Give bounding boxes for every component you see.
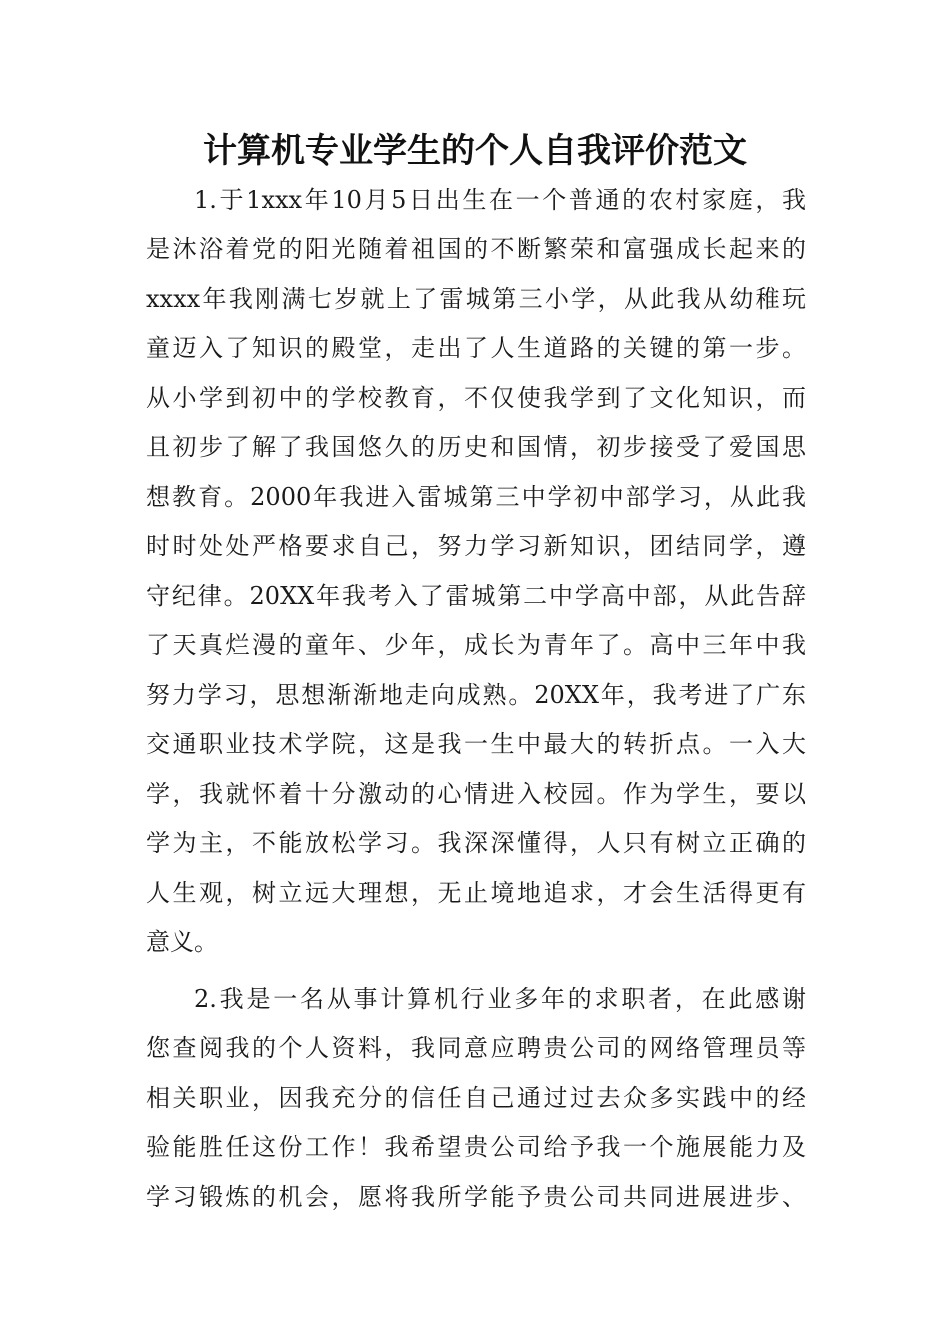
paragraph-2-line-5: 学习锻炼的机会，愿将我所学能予贵公司共同进展进步、: [146, 1183, 806, 1211]
paragraph-2-line-1: 2.我是一名从事计算机行业多年的求职者，在此感谢: [194, 985, 806, 1013]
paragraph-2-line-3: 相关职业，因我充分的信任自己通过过去众多实践中的经: [146, 1084, 806, 1112]
paragraph-1-line-12: 交通职业技术学院，这是我一生中最大的转折点。一入大: [146, 730, 806, 758]
paragraph-2-line-4: 验能胜任这份工作！我希望贵公司给予我一个施展能力及: [146, 1133, 806, 1161]
paragraph-1-line-11: 努力学习，思想渐渐地走向成熟。20XX年，我考进了广东: [146, 681, 806, 709]
paragraph-1-line-8: 时时处处严格要求自己，努力学习新知识，团结同学，遵: [146, 532, 806, 560]
paragraph-1-line-9: 守纪律。20XX年我考入了雷城第二中学高中部，从此告辞: [146, 582, 806, 610]
paragraph-1-line-14: 学为主，不能放松学习。我深深懂得，人只有树立正确的: [146, 829, 806, 857]
paragraph-2-line-2: 您查阅我的个人资料，我同意应聘贵公司的网络管理员等: [146, 1034, 806, 1062]
paragraph-1-line-3: xxxx年我刚满七岁就上了雷城第三小学，从此我从幼稚玩: [146, 285, 806, 313]
paragraph-1-line-2: 是沐浴着党的阳光随着祖国的不断繁荣和富强成长起来的: [146, 235, 806, 263]
paragraph-1-line-5: 从小学到初中的学校教育，不仅使我学到了文化知识，而: [146, 384, 806, 412]
paragraph-1-line-7: 想教育。2000年我进入雷城第三中学初中部学习，从此我: [146, 483, 806, 511]
paragraph-1-line-15: 人生观，树立远大理想，无止境地追求，才会生活得更有: [146, 879, 806, 907]
paragraph-1-line-13: 学，我就怀着十分激动的心情进入校园。作为学生，要以: [146, 780, 806, 808]
paragraph-1-line-10: 了天真烂漫的童年、少年，成长为青年了。高中三年中我: [146, 631, 806, 659]
document-title: 计算机专业学生的个人自我评价范文: [203, 131, 747, 171]
paragraph-1-line-1: 1.于1xxx年10月5日出生在一个普通的农村家庭，我: [194, 186, 806, 214]
paragraph-1-line-4: 童迈入了知识的殿堂，走出了人生道路的关键的第一步。: [146, 334, 806, 362]
paragraph-1-line-16: 意义。: [146, 928, 218, 956]
paragraph-1-line-6: 且初步了解了我国悠久的历史和国情，初步接受了爱国思: [146, 433, 806, 461]
